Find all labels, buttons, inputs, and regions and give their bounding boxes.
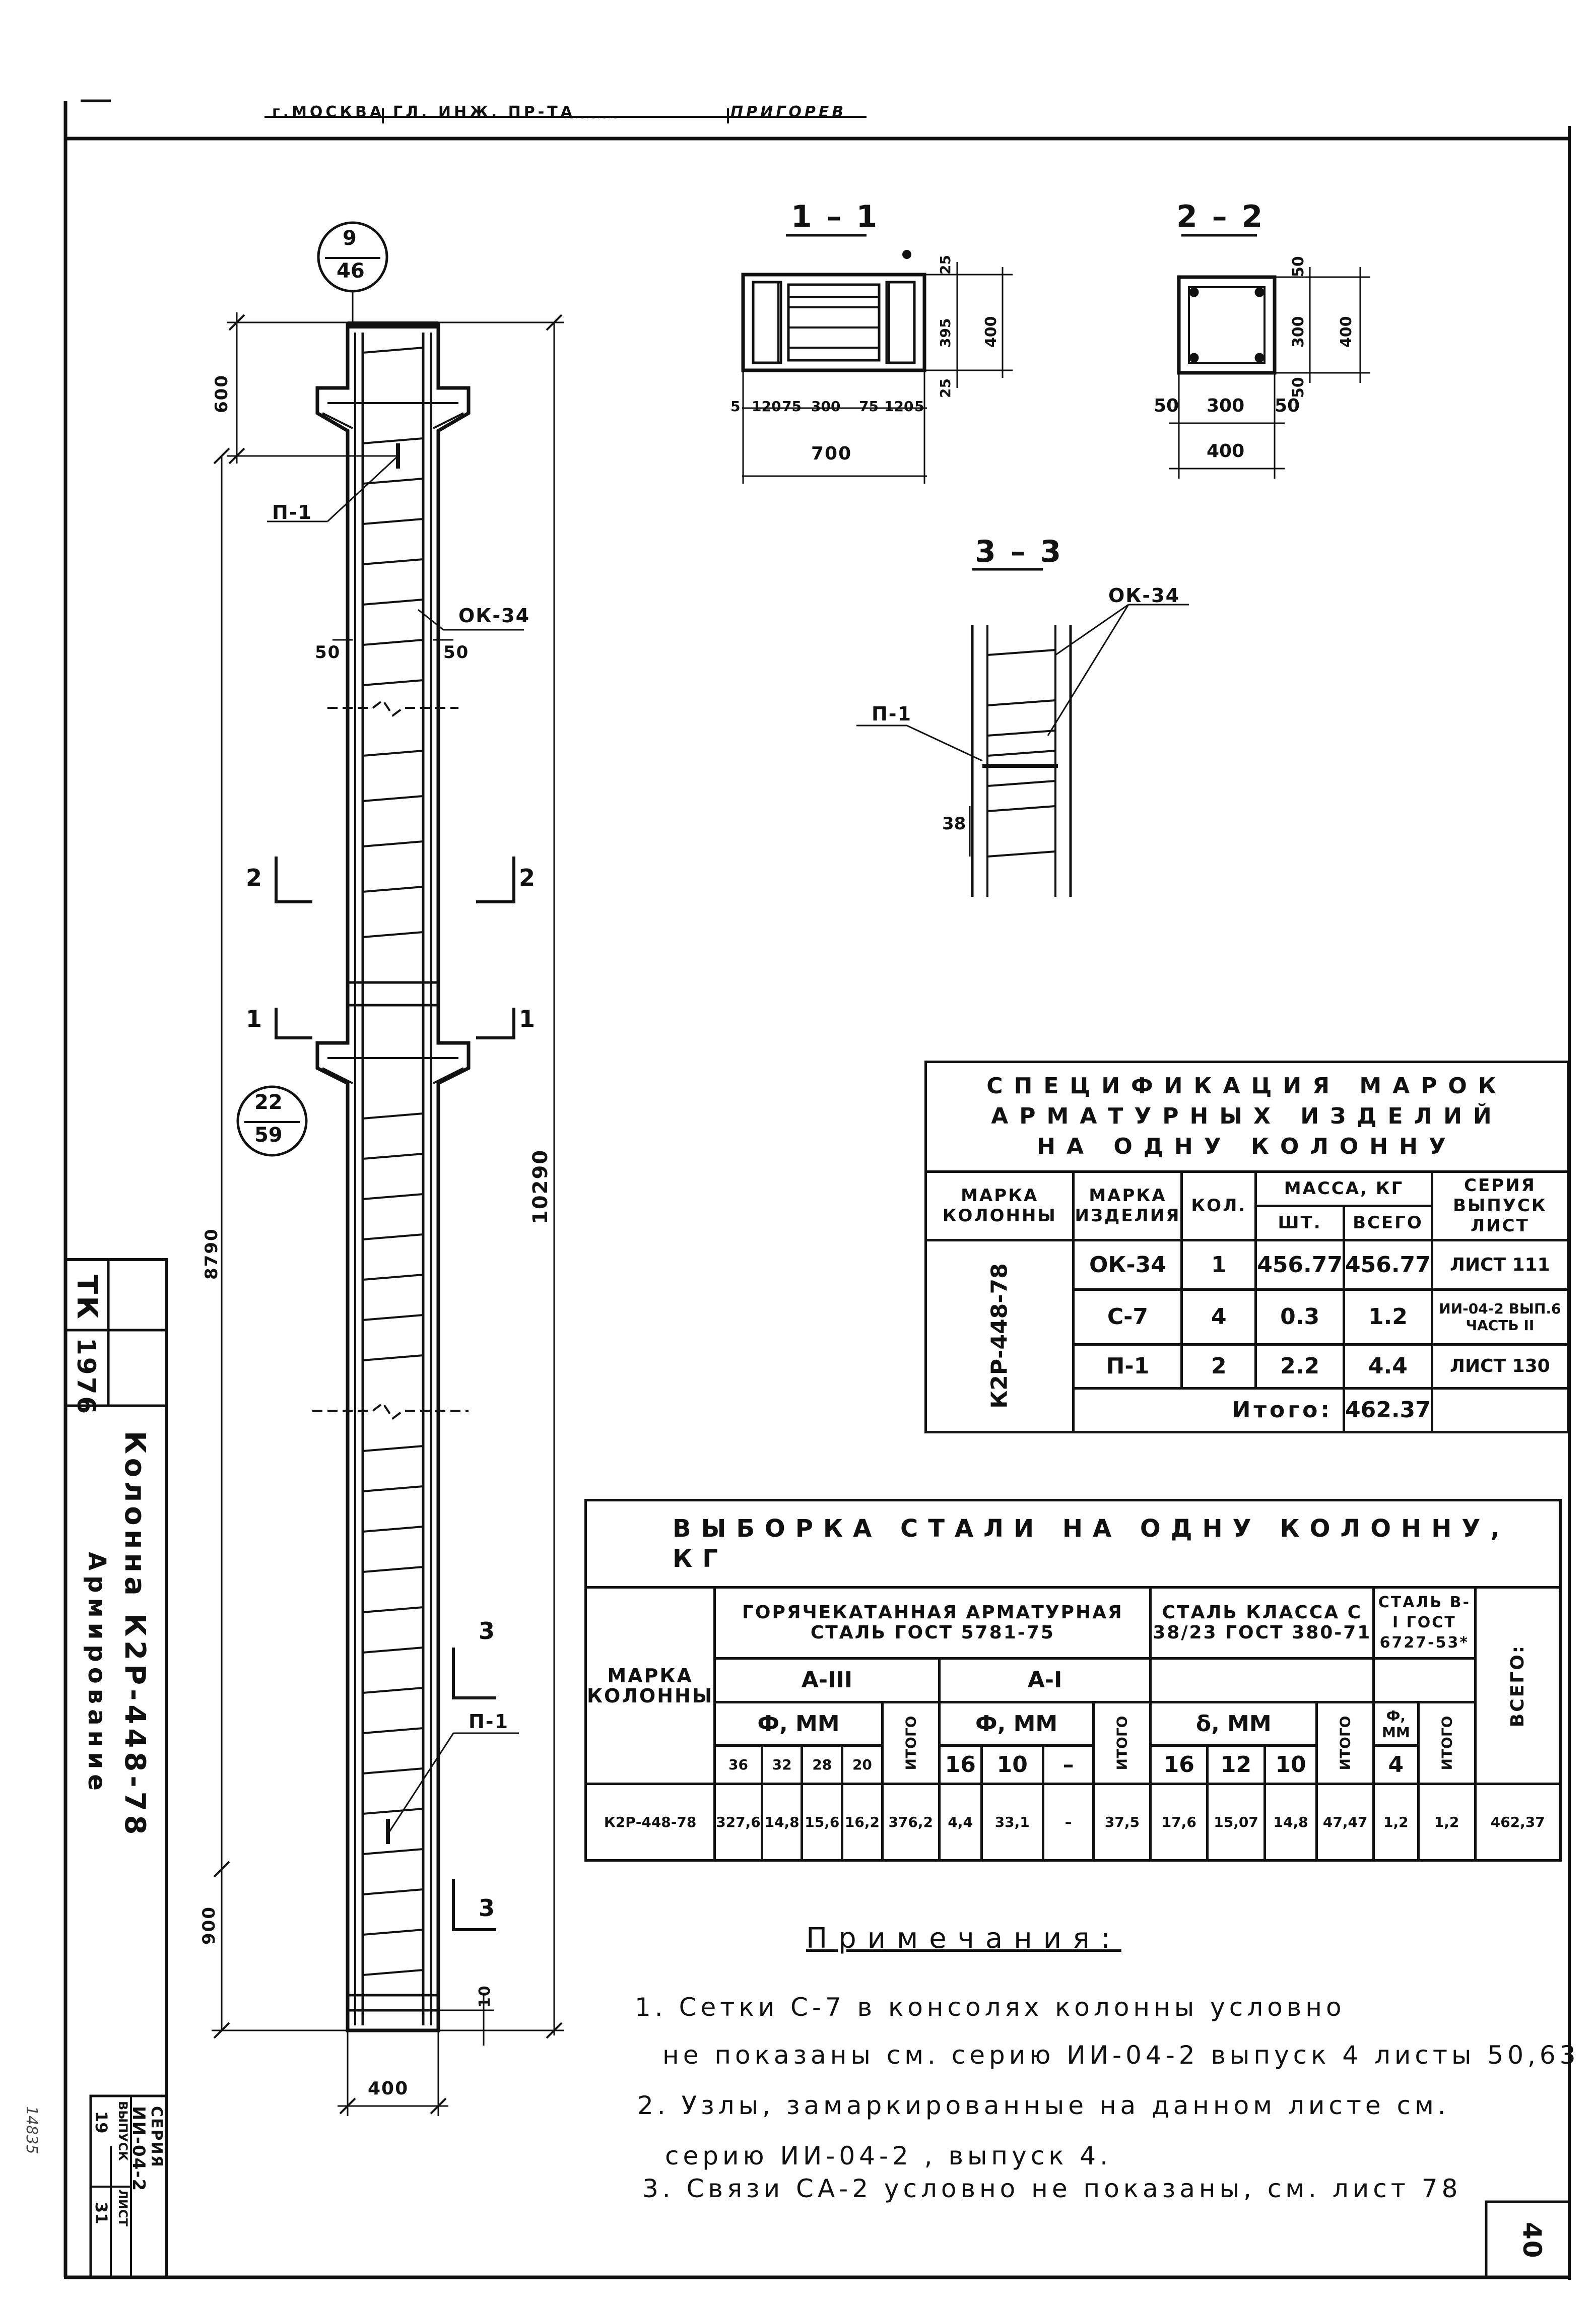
section-marker-2-left: 2 (246, 864, 265, 891)
steel-sub-a1: А-I (939, 1659, 1151, 1702)
section-3-3-label-ok34: ОК-34 (1108, 584, 1180, 607)
spec-row-total: 1.2 (1344, 1289, 1432, 1344)
table-row (926, 1240, 1568, 1289)
dim-2-2-left: 50 (1154, 396, 1179, 416)
steel-row-cls-1: 17,6 (1151, 1784, 1208, 1861)
steel-class-d3: 10 (1265, 1746, 1316, 1784)
steel-a3-itogo: ИТОГО (902, 1716, 919, 1770)
steel-class-d2: 12 (1208, 1746, 1265, 1784)
steel-row-a1-2: 33,1 (981, 1784, 1043, 1861)
bottom-stamp-issue-label: ВЫПУСК (116, 2101, 130, 2161)
spec-row-total: 456.77 (1344, 1240, 1432, 1289)
stamp-org: ТК (71, 1275, 103, 1321)
dim-1-1-right-mid: 395 (937, 318, 954, 348)
dim-2-2-v-total: 400 (1338, 316, 1355, 348)
spec-row-series: ЛИСТ 130 (1432, 1344, 1568, 1388)
dim-1-1-a: 5 (730, 398, 741, 415)
note-1-cont: не показаны см. серию ИИ-04-2 выпуск 4 листы 50,63 (662, 2041, 1580, 2070)
dim-cover-right: 50 (443, 642, 470, 663)
dim-2-2-v-mid: 300 (1290, 316, 1307, 348)
dim-1-1-right-bottom: 25 (937, 378, 954, 398)
spec-col-series: СЕРИЯ ВЫПУСК ЛИСТ (1432, 1171, 1568, 1240)
section-3-3-label-p1: П-1 (872, 703, 912, 725)
section-3-3-title: 3 – 3 (975, 534, 1063, 569)
note-2-cont: серию ИИ-04-2 , выпуск 4. (665, 2141, 1112, 2171)
steel-a3-d3: 28 (802, 1746, 842, 1784)
spec-row-item: П-1 (1074, 1344, 1182, 1388)
section-marker-1-left: 1 (246, 1005, 265, 1032)
steel-a3-phi: Ф, ММ (715, 1702, 883, 1746)
steel-a3-d2: 32 (762, 1746, 802, 1784)
steel-a1-phi: Ф, ММ (939, 1702, 1094, 1746)
note-3: 3. Связи СА-2 условно не показаны, см. лист 78 (642, 2174, 1462, 2203)
steel-table (584, 1499, 1562, 1862)
bottom-stamp-series-label: СЕРИЯ (148, 2106, 165, 2168)
spec-col-mass-total: ВСЕГО (1344, 1206, 1432, 1240)
steel-row-a1-3: – (1043, 1784, 1094, 1861)
steel-row-cls-2: 15,07 (1208, 1784, 1265, 1861)
steel-a1-d1: 16 (939, 1746, 981, 1784)
spec-row-each: 456.77 (1256, 1240, 1344, 1289)
section-3-3-dim: 38 (942, 814, 966, 834)
steel-group-hot: ГОРЯЧЕКАТАННАЯ АРМАТУРНАЯ СТАЛЬ ГОСТ 5781-75 (715, 1588, 1151, 1659)
dim-1-1-total: 700 (811, 443, 852, 464)
spec-row-each: 2.2 (1256, 1344, 1344, 1388)
steel-class-itogo: ИТОГО (1337, 1716, 1354, 1770)
section-marker-1-right: 1 (519, 1005, 539, 1032)
steel-group-wire: СТАЛЬ В-I ГОСТ 6727-53* (1374, 1588, 1475, 1659)
stamp-title-line1: Колонна К2Р-448-78 (118, 1431, 151, 1839)
spec-total-value: 462.37 (1344, 1388, 1432, 1432)
stamp-title-line2: Армирование (83, 1552, 111, 1796)
spec-table-title: СПЕЦИФИКАЦИЯ МАРОК АРМАТУРНЫХ ИЗДЕЛИЙ НА ОДНУ КОЛОННУ (926, 1062, 1568, 1172)
note-2: 2. Узлы, замаркированные на данном листе см. (637, 2091, 1450, 2120)
spec-col-mass: МАССА, КГ (1256, 1171, 1432, 1206)
label-ok34: ОК-34 (458, 605, 530, 627)
bottom-stamp-sheet: 31 (92, 2202, 111, 2224)
page-number: 40 (1517, 2222, 1547, 2259)
section-marker-3-bottom: 3 (479, 1894, 498, 1922)
dim-1-1-right-top: 25 (937, 255, 954, 275)
steel-row-a3-total: 376,2 (882, 1784, 939, 1861)
steel-row-a3-2: 14,8 (762, 1784, 802, 1861)
label-p1-top: П-1 (272, 501, 313, 523)
spec-table (924, 1061, 1569, 1433)
steel-a1-d3: – (1043, 1746, 1094, 1784)
stamp-year: 1976 (72, 1338, 101, 1416)
steel-a3-d1: 36 (715, 1746, 762, 1784)
callout-top-den: 46 (337, 259, 365, 283)
table-row (586, 1784, 1561, 1861)
spec-row-series: ИИ-04-2 ВЫП.6 ЧАСТЬ II (1432, 1289, 1568, 1344)
steel-col-mark: МАРКА КОЛОННЫ (586, 1588, 715, 1784)
spec-col-qty: КОЛ. (1182, 1171, 1256, 1240)
dim-2-2-mid: 300 (1207, 396, 1245, 416)
callout-top-num: 9 (343, 227, 357, 250)
section-marker-3-top: 3 (479, 1617, 498, 1645)
steel-row-a3-4: 16,2 (842, 1784, 883, 1861)
spec-row-item: ОК-34 (1074, 1240, 1182, 1289)
dim-total: 10290 (529, 1149, 552, 1224)
bottom-stamp-sheet-label: ЛИСТ (116, 2189, 130, 2227)
section-2-2-title: 2 – 2 (1176, 199, 1265, 234)
steel-a1-itogo: ИТОГО (1113, 1716, 1130, 1770)
dim-top: 600 (212, 374, 232, 413)
dim-1-1-f: 120 (884, 398, 914, 415)
spec-row-total: 4.4 (1344, 1344, 1432, 1388)
spec-row-each: 0.3 (1256, 1289, 1344, 1344)
dim-cover-left: 50 (315, 642, 341, 663)
notes-title: Примечания: (806, 1922, 1121, 1955)
steel-row-a3-1: 327,6 (715, 1784, 762, 1861)
spec-row-qty: 4 (1182, 1289, 1256, 1344)
steel-row-cls-total: 47,47 (1317, 1784, 1374, 1861)
steel-row-mark: К2Р-448-78 (586, 1784, 715, 1861)
steel-row-wire: 1,2 (1374, 1784, 1418, 1861)
dim-1-1-c: 75 (782, 398, 802, 415)
spec-row-item: С-7 (1074, 1289, 1182, 1344)
steel-row-total: 462,37 (1475, 1784, 1560, 1861)
dim-2-2-right: 50 (1275, 396, 1300, 416)
signature-mark: ~~~~~ (564, 110, 619, 125)
steel-row-a3-3: 15,6 (802, 1784, 842, 1861)
header-role: ГЛ. ИНЖ. ПР-ТА (393, 103, 575, 121)
steel-wire-d1: 4 (1374, 1746, 1418, 1784)
header-city: г.МОСКВА (272, 103, 385, 121)
dim-1-1-right-total: 400 (982, 316, 1000, 348)
steel-class-delta: δ, ММ (1151, 1702, 1317, 1746)
spec-row-qty: 2 (1182, 1344, 1256, 1388)
steel-wire-phi: Ф, ММ (1374, 1702, 1418, 1746)
dim-lower: 8790 (202, 1228, 222, 1280)
dim-2-2-total: 400 (1207, 441, 1245, 462)
margin-note: 14835 (23, 2106, 40, 2154)
callout-mid-num: 22 (254, 1091, 283, 1114)
header-name: ПРИГОРЕВ (730, 103, 847, 121)
steel-sub-a3: А-III (715, 1659, 940, 1702)
section-1-1-title: 1 – 1 (791, 199, 880, 234)
dim-1-1-d: 300 (811, 398, 841, 415)
bottom-stamp-series: ИИ-04-2 (128, 2106, 149, 2192)
spec-col-mass-each: ШТ. (1256, 1206, 1344, 1240)
dim-2-2-v-top: 50 (1290, 256, 1307, 277)
steel-wire-itogo: ИТОГО (1438, 1716, 1455, 1770)
dim-2-2-v-bottom: 50 (1290, 377, 1307, 398)
steel-table-title: ВЫБОРКА СТАЛИ НА ОДНУ КОЛОННУ, КГ (586, 1500, 1561, 1588)
dim-1-1-g: 5 (914, 398, 924, 415)
dim-bottom: 900 (199, 1906, 219, 1945)
spec-column-mark-cell (926, 1240, 1074, 1432)
spec-col-mark-column: МАРКА КОЛОННЫ (926, 1171, 1074, 1240)
spec-total-label: Итого: (1074, 1388, 1344, 1432)
dim-1-1-e: 75 (859, 398, 879, 415)
steel-row-a1-total: 37,5 (1094, 1784, 1151, 1861)
steel-a3-d4: 20 (842, 1746, 883, 1784)
dim-1-1-b: 120 (752, 398, 781, 415)
label-p1-bottom: П-1 (469, 1711, 509, 1733)
steel-group-class: СТАЛЬ КЛАССА С 38/23 ГОСТ 380-71 (1151, 1588, 1374, 1659)
steel-a1-d2: 10 (981, 1746, 1043, 1784)
spec-col-mark-item: МАРКА ИЗДЕЛИЯ (1074, 1171, 1182, 1240)
steel-row-wire-total: 1,2 (1418, 1784, 1475, 1861)
spec-row-qty: 1 (1182, 1240, 1256, 1289)
spec-column-mark: К2Р-448-78 (986, 1263, 1013, 1409)
steel-col-total: ВСЕГО: (1507, 1644, 1528, 1728)
section-marker-2-right: 2 (519, 864, 539, 891)
steel-row-cls-3: 14,8 (1265, 1784, 1316, 1861)
dim-base: 10 (476, 1985, 494, 2008)
steel-class-d1: 16 (1151, 1746, 1208, 1784)
note-1: 1. Сетки С-7 в консолях колонны условно (635, 1993, 1346, 2022)
steel-row-a1-1: 4,4 (939, 1784, 981, 1861)
spec-row-series: ЛИСТ 111 (1432, 1240, 1568, 1289)
bottom-stamp-issue: 19 (92, 2111, 111, 2134)
callout-mid-den: 59 (254, 1124, 283, 1147)
dim-width: 400 (368, 2078, 409, 2099)
